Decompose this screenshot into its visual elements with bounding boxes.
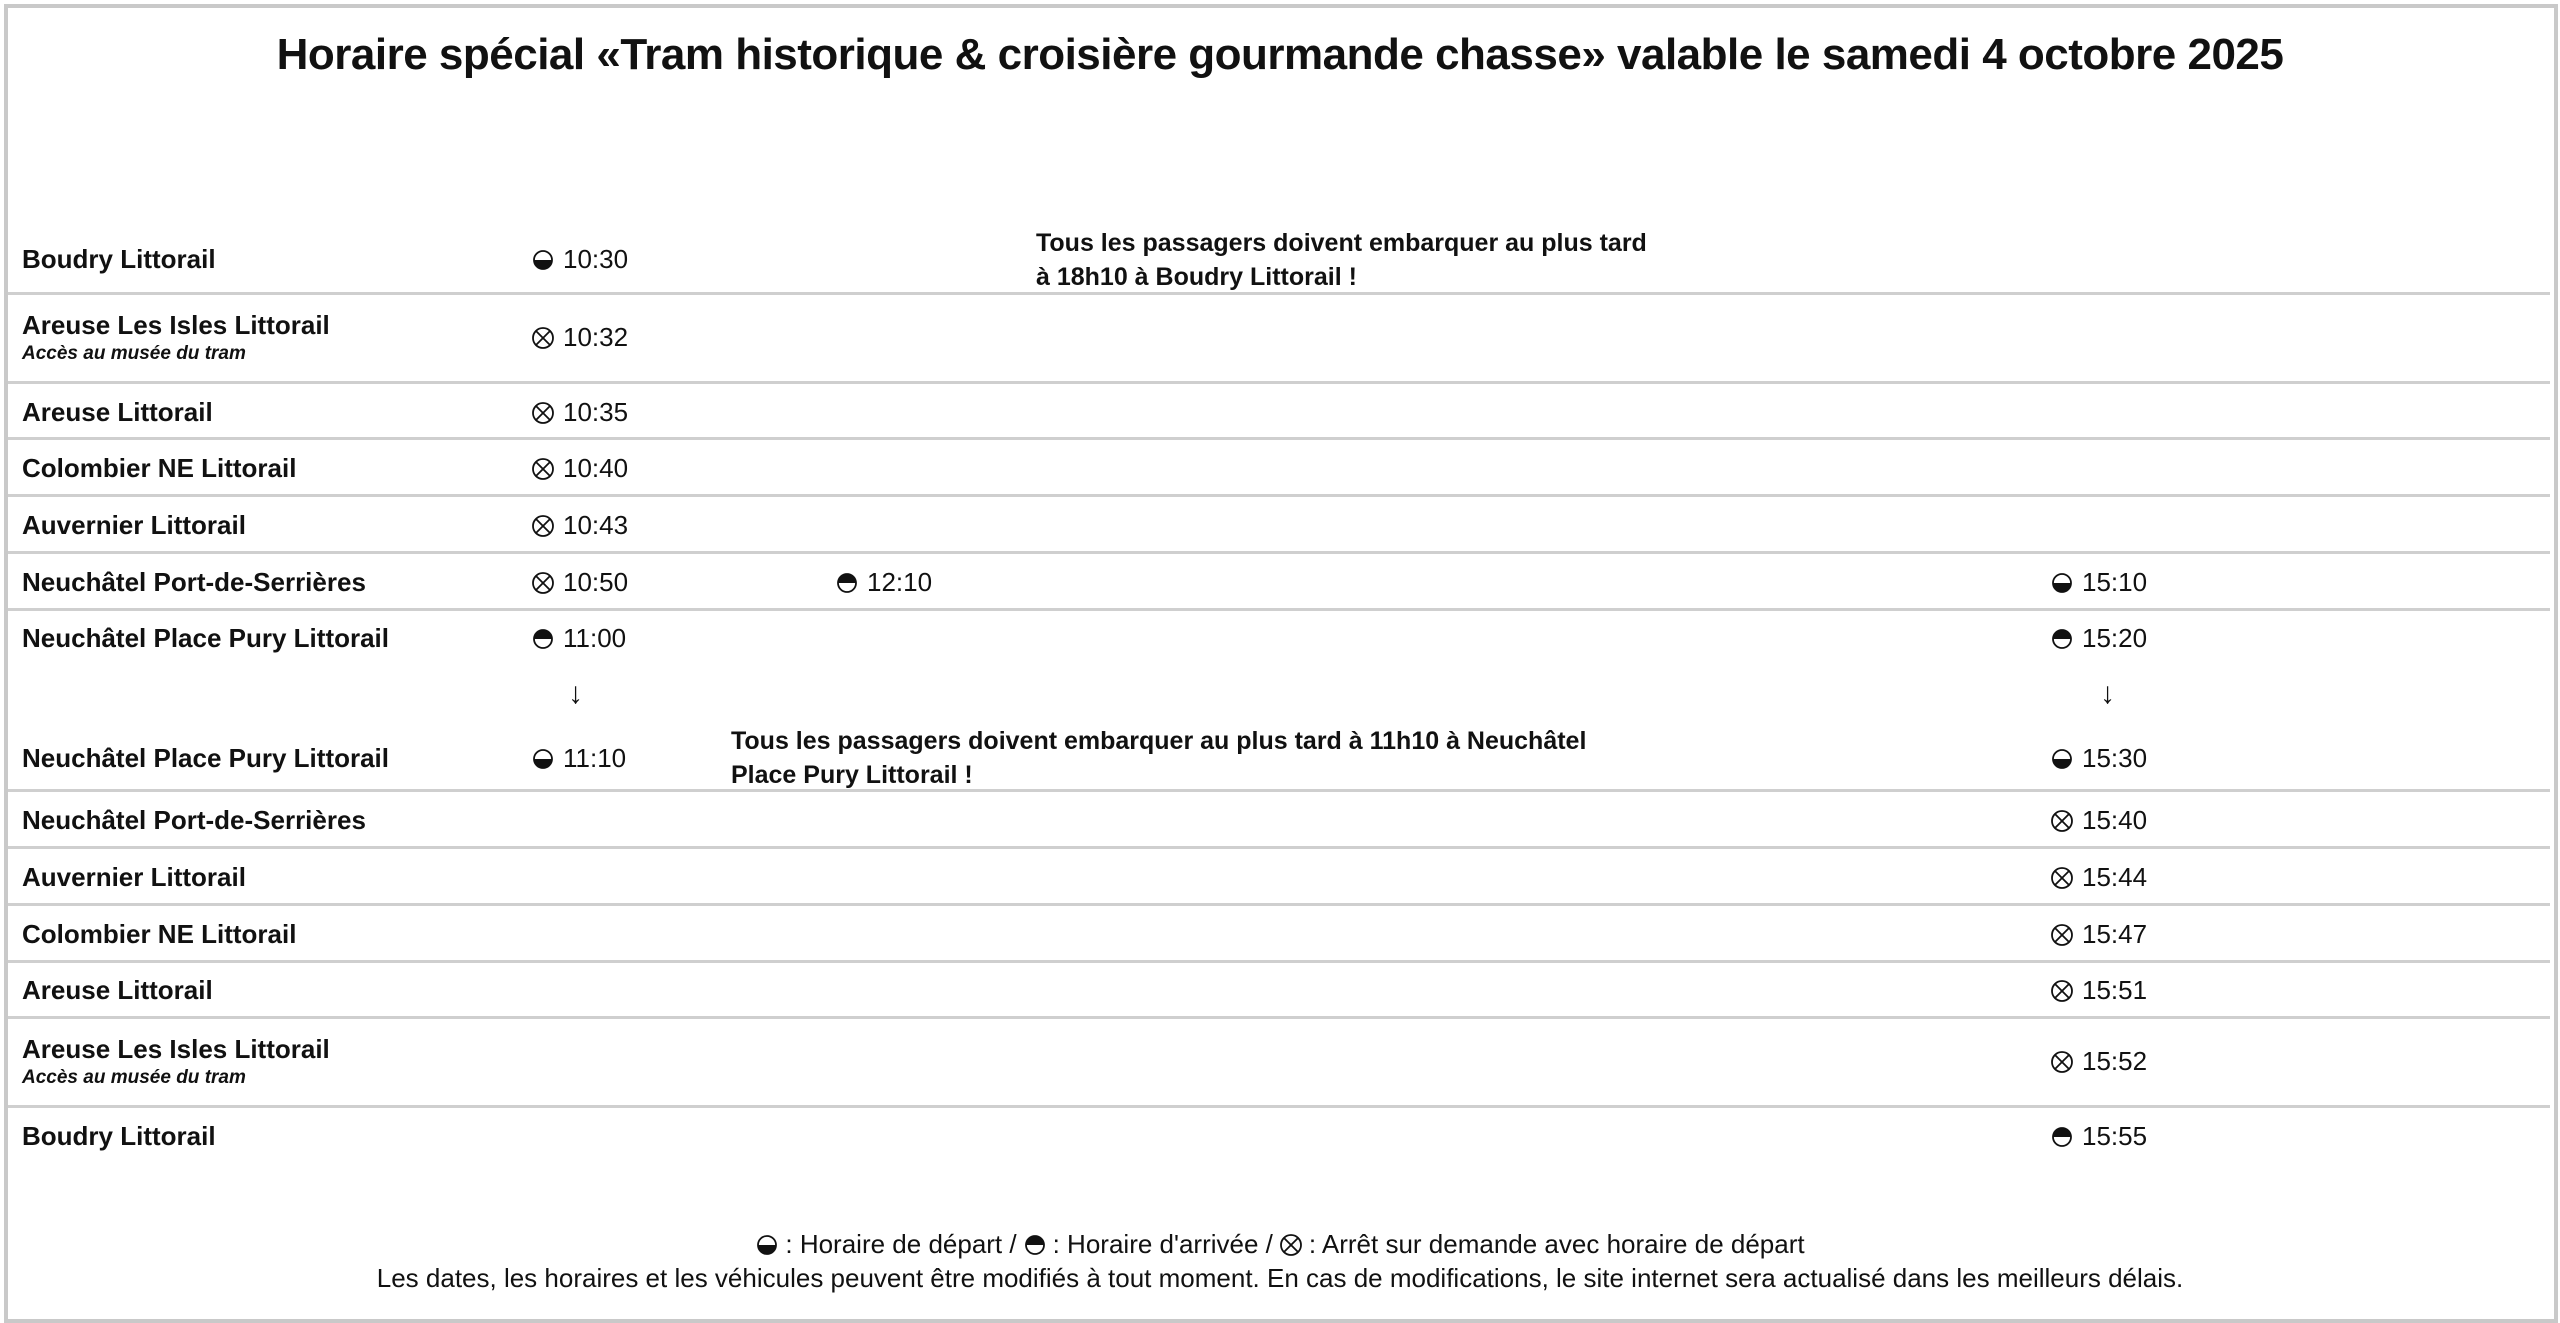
time-cell: 11:10: [531, 743, 626, 774]
stop-areuse-les-isles: Areuse Les Isles Littorail: [22, 310, 330, 340]
on-request-icon: [2050, 809, 2074, 833]
departure-icon: [531, 248, 555, 272]
time-cell: 15:40: [2050, 805, 2147, 836]
stop-colombier: Colombier NE Littorail: [22, 919, 297, 949]
on-request-icon: [1279, 1233, 1303, 1257]
time-cell: 15:52: [2050, 1046, 2147, 1077]
page-frame: [4, 4, 2558, 1323]
stop-subtitle: Accès au musée du tram: [22, 1067, 246, 1088]
arrival-icon: [1023, 1233, 1047, 1257]
time-cell: 15:51: [2050, 975, 2147, 1006]
time-cell: 15:20: [2050, 623, 2147, 654]
departure-icon: [531, 747, 555, 771]
on-request-icon: [531, 514, 555, 538]
stop-auvernier: Auvernier Littorail: [22, 862, 246, 892]
stop-boudry: Boudry Littorail: [22, 244, 216, 274]
row-divider: [8, 551, 2550, 554]
on-request-icon: [2050, 923, 2074, 947]
on-request-icon: [2050, 866, 2074, 890]
time-cell: 10:40: [531, 453, 628, 484]
departure-icon: [2050, 747, 2074, 771]
stop-place-pury: Neuchâtel Place Pury Littorail: [22, 743, 390, 773]
row-divider: [8, 437, 2550, 440]
time-cell: 15:44: [2050, 862, 2147, 893]
on-request-icon: [2050, 979, 2074, 1003]
time-cell: 11:00: [531, 623, 626, 654]
time-cell: 10:35: [531, 397, 628, 428]
time-cell: 10:50: [531, 567, 628, 598]
arrival-icon: [2050, 1125, 2074, 1149]
stop-areuse: Areuse Littorail: [22, 975, 213, 1005]
time-cell: 15:30: [2050, 743, 2147, 774]
on-request-icon: [531, 401, 555, 425]
stop-auvernier: Auvernier Littorail: [22, 510, 246, 540]
stop-subtitle: Accès au musée du tram: [22, 343, 246, 364]
arrow-down-icon: ↓: [568, 677, 583, 710]
departure-icon: [2050, 571, 2074, 595]
time-cell: 15:10: [2050, 567, 2147, 598]
row-divider: [8, 1105, 2550, 1108]
disclaimer: Les dates, les horaires et les véhicules peuvent être modifiés à tout moment. En cas de modifications, le site internet sera actualisé dans les meilleurs délais.: [376, 1263, 2184, 1293]
row-divider: [8, 846, 2550, 849]
arrow-down-icon: ↓: [2100, 677, 2115, 710]
time-cell: 10:32: [531, 322, 628, 353]
page-title: Horaire spécial «Tram historique & croisière gourmande chasse» valable le samedi 4 octobre 2025: [276, 30, 2284, 79]
stop-place-pury: Neuchâtel Place Pury Littorail: [22, 623, 390, 653]
on-request-icon: [531, 326, 555, 350]
boarding-note: Tous les passagers doivent embarquer au plus tard à 18h10 à Boudry Littorail !: [1036, 229, 1647, 291]
stop-port-de-serrieres: Neuchâtel Port-de-Serrières: [22, 567, 366, 597]
row-divider: [8, 960, 2550, 963]
stop-boudry: Boudry Littorail: [22, 1121, 216, 1151]
row-divider: [8, 903, 2550, 906]
time-cell: 15:47: [2050, 919, 2147, 950]
row-divider: [8, 381, 2550, 384]
arrival-icon: [531, 627, 555, 651]
arrival-icon: [835, 571, 859, 595]
on-request-icon: [2050, 1050, 2074, 1074]
time-cell: 12:10: [835, 567, 932, 598]
time-cell: 10:43: [531, 510, 628, 541]
stop-port-de-serrieres: Neuchâtel Port-de-Serrières: [22, 805, 366, 835]
row-divider: [8, 608, 2550, 611]
time-cell: 10:30: [531, 244, 628, 275]
row-divider: [8, 494, 2550, 497]
boarding-note: Tous les passagers doivent embarquer au plus tard à 11h10 à Neuchâtel Place Pury Littorail !: [731, 727, 1587, 789]
departure-icon: [755, 1233, 779, 1257]
arrival-icon: [2050, 627, 2074, 651]
stop-areuse: Areuse Littorail: [22, 397, 213, 427]
on-request-icon: [531, 457, 555, 481]
row-divider: [8, 1016, 2550, 1019]
stop-areuse-les-isles: Areuse Les Isles Littorail: [22, 1034, 330, 1064]
on-request-icon: [531, 571, 555, 595]
time-cell: 15:55: [2050, 1121, 2147, 1152]
stop-colombier: Colombier NE Littorail: [22, 453, 297, 483]
legend: : Horaire de départ / : Horaire d'arrivée / : Arrêt sur demande avec horaire de départ: [0, 1229, 2560, 1260]
